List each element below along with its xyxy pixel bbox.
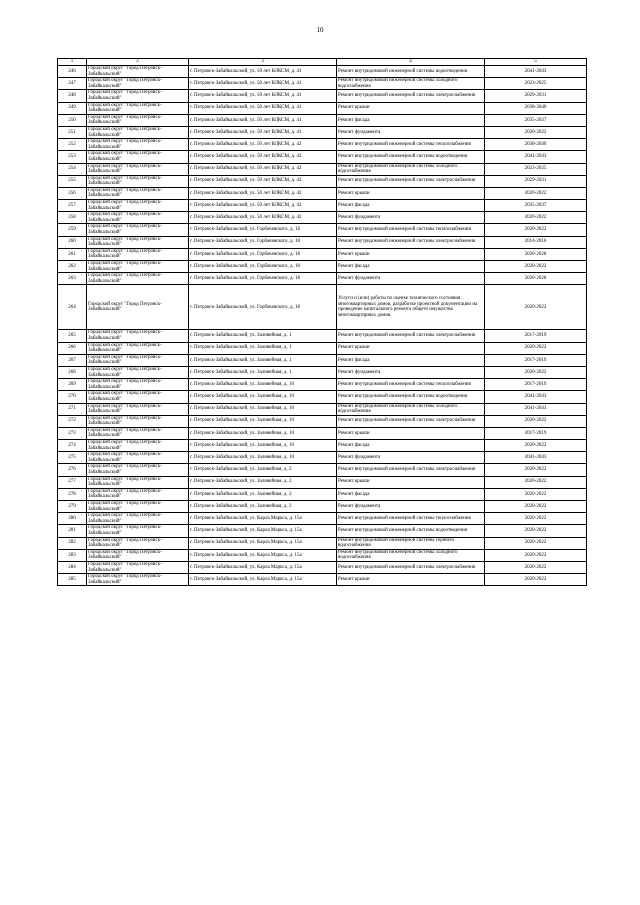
row-number-cell: 285	[58, 574, 87, 586]
work-type-cell: Ремонт внутридомовой инженерной системы водоотведения	[337, 66, 485, 78]
address-cell: г. Петровск-Забайкальский, ул. Заливейная, д. 1	[189, 366, 337, 378]
period-cell: 2020-2022	[485, 513, 587, 525]
period-cell: 2020-2022	[485, 415, 587, 427]
work-type-cell: Ремонт внутридомовой инженерной системы холодного водоснабжения	[337, 78, 485, 90]
row-number-cell: 263	[58, 273, 87, 285]
address-cell: г. Петровск-Забайкальский, ул. Заливейная, д. 10	[189, 440, 337, 452]
owner-cell: Городской округ "Город Петровск-Забайкальский"	[87, 415, 189, 427]
row-number-cell: 281	[58, 525, 87, 537]
owner-cell: Городской округ "Город Петровск-Забайкальский"	[87, 151, 189, 163]
row-number-cell: 246	[58, 66, 87, 78]
table-row	[58, 224, 587, 236]
address-cell: г. Петровск-Забайкальский, ул. Карла Маркса, д. 15а	[189, 549, 337, 561]
work-type-cell: Ремонт фасада	[337, 354, 485, 366]
period-cell: 2020-2022	[485, 501, 587, 513]
table-row	[58, 452, 587, 464]
work-type-cell: Ремонт внутридомовой инженерной системы электроснабжения	[337, 236, 485, 248]
address-cell: г. Петровск-Забайкальский, ул. Заливейная, д. 1	[189, 330, 337, 342]
work-type-cell: Ремонт крыши	[337, 342, 485, 354]
row-number-cell: 282	[58, 537, 87, 549]
work-type-cell: Ремонт внутридомовой инженерной системы электроснабжения	[337, 415, 485, 427]
table-row	[58, 476, 587, 488]
period-cell: 2041-2043	[485, 452, 587, 464]
table-row	[58, 366, 587, 378]
work-type-cell: Ремонт крыши	[337, 187, 485, 199]
work-type-cell: Ремонт крыши	[337, 574, 485, 586]
row-number-cell: 267	[58, 354, 87, 366]
work-type-cell: Ремонт фундамента	[337, 452, 485, 464]
owner-cell: Городской округ "Город Петровск-Забайкальский"	[87, 391, 189, 403]
capital-repair-table	[57, 58, 587, 586]
work-type-cell: Ремонт внутридомовой инженерной системы теплоснабжения	[337, 513, 485, 525]
row-number-cell: 269	[58, 379, 87, 391]
address-cell: г. Петровск-Забайкальский, ул. Горбачевского, д. 18	[189, 261, 337, 273]
row-number-cell: 254	[58, 163, 87, 175]
address-cell: г. Петровск-Забайкальский, ул. Горбачевского, д. 18	[189, 236, 337, 248]
table-row	[58, 102, 587, 114]
work-type-cell: Услуги и (или) работы по оценке технического состояния многоквартирных домов, разработке проектной документации на проведение капитального ремонта общего имущества многоквартирных домов	[337, 285, 485, 330]
owner-cell: Городской округ "Город Петровск-Забайкальский"	[87, 139, 189, 151]
period-cell: 2035-2037	[485, 114, 587, 126]
owner-cell: Городской округ "Город Петровск-Забайкальский"	[87, 476, 189, 488]
row-number-cell: 250	[58, 114, 87, 126]
period-cell: 2020-2022	[485, 224, 587, 236]
table-row	[58, 236, 587, 248]
header-col-1: 1	[58, 59, 87, 66]
owner-cell: Городской округ "Город Петровск-Забайкальский"	[87, 102, 189, 114]
address-cell: г. Петровск-Забайкальский, ул. 50 лет ВЛКСМ, д. 41	[189, 102, 337, 114]
header-col-5: 5	[485, 59, 587, 66]
owner-cell: Городской округ "Город Петровск-Забайкальский"	[87, 464, 189, 476]
table-row	[58, 163, 587, 175]
address-cell: г. Петровск-Забайкальский, ул. Горбачевского, д. 18	[189, 248, 337, 260]
period-cell: 2020-2022	[485, 549, 587, 561]
row-number-cell: 253	[58, 151, 87, 163]
row-number-cell: 261	[58, 248, 87, 260]
work-type-cell: Ремонт фундамента	[337, 501, 485, 513]
period-cell: 2017-2019	[485, 354, 587, 366]
period-cell: 2020-2022	[485, 574, 587, 586]
work-type-cell: Ремонт фасада	[337, 114, 485, 126]
row-number-cell: 279	[58, 501, 87, 513]
address-cell: г. Петровск-Забайкальский, ул. 50 лет ВЛКСМ, д. 42	[189, 200, 337, 212]
owner-cell: Городской округ "Город Петровск-Забайкальский"	[87, 200, 189, 212]
table-row	[58, 175, 587, 187]
address-cell: г. Петровск-Забайкальский, ул. 50 лет ВЛКСМ, д. 41	[189, 78, 337, 90]
owner-cell: Городской округ "Город Петровск-Забайкальский"	[87, 224, 189, 236]
period-cell: 2020-2022	[485, 440, 587, 452]
period-cell: 2038-2040	[485, 102, 587, 114]
table-row	[58, 391, 587, 403]
address-cell: г. Петровск-Забайкальский, ул. Горбачевского, д. 18	[189, 285, 337, 330]
work-type-cell: Ремонт крыши	[337, 427, 485, 439]
address-cell: г. Петровск-Забайкальский, ул. Карла Маркса, д. 15а	[189, 561, 337, 573]
address-cell: г. Петровск-Забайкальский, ул. 50 лет ВЛКСМ, д. 42	[189, 139, 337, 151]
table-row	[58, 525, 587, 537]
period-cell: 2020-2022	[485, 342, 587, 354]
owner-cell: Городской округ "Город Петровск-Забайкальский"	[87, 114, 189, 126]
table-row	[58, 139, 587, 151]
table-row	[58, 561, 587, 573]
table-row	[58, 513, 587, 525]
owner-cell: Городской округ "Город Петровск-Забайкальский"	[87, 488, 189, 500]
owner-cell: Городской округ "Город Петровск-Забайкальский"	[87, 574, 189, 586]
address-cell: г. Петровск-Забайкальский, ул. 50 лет ВЛКСМ, д. 42	[189, 187, 337, 199]
owner-cell: Городской округ "Город Петровск-Забайкальский"	[87, 427, 189, 439]
header-row	[58, 59, 587, 66]
table-row	[58, 537, 587, 549]
row-number-cell: 262	[58, 261, 87, 273]
period-cell: 2020-2022	[485, 366, 587, 378]
work-type-cell: Ремонт внутридомовой инженерной системы холодного водоснабжения	[337, 549, 485, 561]
owner-cell: Городской округ "Город Петровск-Забайкальский"	[87, 212, 189, 224]
row-number-cell: 284	[58, 561, 87, 573]
owner-cell: Городской округ "Город Петровск-Забайкальский"	[87, 187, 189, 199]
header-col-2: 2	[87, 59, 189, 66]
address-cell: г. Петровск-Забайкальский, ул. Горбачевского, д. 18	[189, 224, 337, 236]
work-type-cell: Ремонт внутридомовой инженерной системы водоотведения	[337, 151, 485, 163]
period-cell: 2029-2031	[485, 90, 587, 102]
table-header	[58, 59, 587, 66]
address-cell: г. Петровск-Забайкальский, ул. 50 лет ВЛКСМ, д. 41	[189, 90, 337, 102]
period-cell: 2020-2022	[485, 285, 587, 330]
period-cell: 2026-2028	[485, 248, 587, 260]
row-number-cell: 278	[58, 488, 87, 500]
address-cell: г. Петровск-Забайкальский, ул. 50 лет ВЛКСМ, д. 42	[189, 151, 337, 163]
period-cell: 2023-2025	[485, 163, 587, 175]
row-number-cell: 277	[58, 476, 87, 488]
row-number-cell: 280	[58, 513, 87, 525]
table-row	[58, 248, 587, 260]
table-row	[58, 187, 587, 199]
page-number: 10	[316, 26, 324, 34]
address-cell: г. Петровск-Забайкальский, ул. 50 лет ВЛКСМ, д. 41	[189, 114, 337, 126]
owner-cell: Городской округ "Город Петровск-Забайкальский"	[87, 342, 189, 354]
row-number-cell: 275	[58, 452, 87, 464]
address-cell: г. Петровск-Забайкальский, ул. Заливейная, д. 2	[189, 501, 337, 513]
period-cell: 2026-2028	[485, 273, 587, 285]
table-row	[58, 330, 587, 342]
period-cell: 2017-2019	[485, 330, 587, 342]
work-type-cell: Ремонт крыши	[337, 102, 485, 114]
address-cell: г. Петровск-Забайкальский, ул. Заливейная, д. 2	[189, 464, 337, 476]
owner-cell: Городской округ "Город Петровск-Забайкальский"	[87, 163, 189, 175]
owner-cell: Городской округ "Город Петровск-Забайкальский"	[87, 366, 189, 378]
row-number-cell: 273	[58, 427, 87, 439]
period-cell: 2029-2031	[485, 175, 587, 187]
owner-cell: Городской округ "Город Петровск-Забайкальский"	[87, 90, 189, 102]
address-cell: г. Петровск-Забайкальский, ул. Карла Маркса, д. 15а	[189, 525, 337, 537]
table-row	[58, 66, 587, 78]
work-type-cell: Ремонт внутридомовой инженерной системы холодного водоснабжения	[337, 163, 485, 175]
work-type-cell: Ремонт фундамента	[337, 212, 485, 224]
address-cell: г. Петровск-Забайкальский, ул. Заливейная, д. 10	[189, 403, 337, 415]
table-row	[58, 261, 587, 273]
work-type-cell: Ремонт внутридомовой инженерной системы электроснабжения	[337, 90, 485, 102]
owner-cell: Городской округ "Город Петровск-Забайкальский"	[87, 525, 189, 537]
row-number-cell: 268	[58, 366, 87, 378]
owner-cell: Городской округ "Город Петровск-Забайкальский"	[87, 261, 189, 273]
period-cell: 2038-2040	[485, 139, 587, 151]
table-row	[58, 427, 587, 439]
owner-cell: Городской округ "Город Петровск-Забайкальский"	[87, 561, 189, 573]
header-col-3: 3	[189, 59, 337, 66]
owner-cell: Городской округ "Город Петровск-Забайкальский"	[87, 440, 189, 452]
work-type-cell: Ремонт крыши	[337, 248, 485, 260]
table-row	[58, 78, 587, 90]
table-body	[58, 66, 587, 586]
row-number-cell: 271	[58, 403, 87, 415]
table-row	[58, 488, 587, 500]
work-type-cell: Ремонт внутридомовой инженерной системы теплоснабжения	[337, 139, 485, 151]
period-cell: 2041-2043	[485, 151, 587, 163]
row-number-cell: 270	[58, 391, 87, 403]
work-type-cell: Ремонт внутридомовой инженерной системы водоотведения	[337, 391, 485, 403]
address-cell: г. Петровск-Забайкальский, ул. Карла Маркса, д. 15а	[189, 537, 337, 549]
owner-cell: Городской округ "Город Петровск-Забайкальский"	[87, 379, 189, 391]
owner-cell: Городской округ "Город Петровск-Забайкальский"	[87, 273, 189, 285]
period-cell: 2023-2025	[485, 78, 587, 90]
period-cell: 2014-2016	[485, 236, 587, 248]
address-cell: г. Петровск-Забайкальский, ул. Карла Маркса, д. 15а	[189, 513, 337, 525]
row-number-cell: 266	[58, 342, 87, 354]
address-cell: г. Петровск-Забайкальский, ул. Заливейная, д. 2	[189, 476, 337, 488]
work-type-cell: Ремонт внутридомовой инженерной системы электроснабжения	[337, 464, 485, 476]
period-cell: 2020-2022	[485, 464, 587, 476]
address-cell: г. Петровск-Забайкальский, ул. Заливейная, д. 10	[189, 415, 337, 427]
work-type-cell: Ремонт внутридомовой инженерной системы теплоснабжения	[337, 379, 485, 391]
row-number-cell: 258	[58, 212, 87, 224]
table-row	[58, 415, 587, 427]
owner-cell: Городской округ "Город Петровск-Забайкальский"	[87, 501, 189, 513]
period-cell: 2020-2022	[485, 476, 587, 488]
work-type-cell: Ремонт фундамента	[337, 366, 485, 378]
row-number-cell: 276	[58, 464, 87, 476]
owner-cell: Городской округ "Город Петровск-Забайкальский"	[87, 175, 189, 187]
header-col-4: 4	[337, 59, 485, 66]
table-row	[58, 574, 587, 586]
table-row	[58, 114, 587, 126]
work-type-cell: Ремонт фасада	[337, 488, 485, 500]
address-cell: г. Петровск-Забайкальский, ул. 50 лет ВЛКСМ, д. 42	[189, 163, 337, 175]
address-cell: г. Петровск-Забайкальский, ул. 50 лет ВЛКСМ, д. 42	[189, 212, 337, 224]
table-row	[58, 501, 587, 513]
table-row	[58, 273, 587, 285]
row-number-cell: 274	[58, 440, 87, 452]
period-cell: 2041-2043	[485, 391, 587, 403]
owner-cell: Городской округ "Город Петровск-Забайкальский"	[87, 78, 189, 90]
work-type-cell: Ремонт внутридомовой инженерной системы электроснабжения	[337, 561, 485, 573]
table-row	[58, 549, 587, 561]
table-row	[58, 285, 587, 330]
work-type-cell: Ремонт фундамента	[337, 273, 485, 285]
period-cell: 2020-2022	[485, 488, 587, 500]
owner-cell: Городской округ "Город Петровск-Забайкальский"	[87, 452, 189, 464]
period-cell: 2017-2019	[485, 379, 587, 391]
work-type-cell: Ремонт фундамента	[337, 126, 485, 138]
table-row	[58, 200, 587, 212]
address-cell: г. Петровск-Забайкальский, ул. 50 лет ВЛКСМ, д. 42	[189, 175, 337, 187]
table-row	[58, 464, 587, 476]
work-type-cell: Ремонт фасада	[337, 261, 485, 273]
row-number-cell: 272	[58, 415, 87, 427]
period-cell: 2020-2022	[485, 261, 587, 273]
row-number-cell: 252	[58, 139, 87, 151]
table-row	[58, 403, 587, 415]
period-cell: 2020-2022	[485, 561, 587, 573]
row-number-cell: 249	[58, 102, 87, 114]
owner-cell: Городской округ "Город Петровск-Забайкальский"	[87, 549, 189, 561]
period-cell: 2041-2043	[485, 66, 587, 78]
address-cell: г. Петровск-Забайкальский, ул. Заливейная, д. 10	[189, 391, 337, 403]
table-row	[58, 440, 587, 452]
owner-cell: Городской округ "Город Петровск-Забайкальский"	[87, 537, 189, 549]
work-type-cell: Ремонт внутридомовой инженерной системы теплоснабжения	[337, 224, 485, 236]
period-cell: 2020-2022	[485, 525, 587, 537]
address-cell: г. Петровск-Забайкальский, ул. Заливейная, д. 1	[189, 342, 337, 354]
owner-cell: Городской округ "Город Петровск-Забайкальский"	[87, 66, 189, 78]
table-row	[58, 151, 587, 163]
owner-cell: Городской округ "Город Петровск-Забайкальский"	[87, 330, 189, 342]
table-row	[58, 126, 587, 138]
owner-cell: Городской округ "Город Петровск-Забайкальский"	[87, 354, 189, 366]
row-number-cell: 247	[58, 78, 87, 90]
owner-cell: Городской округ "Город Петровск-Забайкальский"	[87, 513, 189, 525]
table-row	[58, 354, 587, 366]
address-cell: г. Петровск-Забайкальский, ул. Заливейная, д. 2	[189, 488, 337, 500]
work-type-cell: Ремонт фасада	[337, 200, 485, 212]
period-cell: 2035-2037	[485, 200, 587, 212]
owner-cell: Городской округ "Город Петровск-Забайкальский"	[87, 126, 189, 138]
work-type-cell: Ремонт крыши	[337, 476, 485, 488]
period-cell: 2020-2022	[485, 187, 587, 199]
owner-cell: Городской округ "Город Петровск-Забайкальский"	[87, 285, 189, 330]
period-cell: 2020-2022	[485, 126, 587, 138]
row-number-cell: 259	[58, 224, 87, 236]
table-row	[58, 342, 587, 354]
row-number-cell: 264	[58, 285, 87, 330]
period-cell: 2041-2043	[485, 403, 587, 415]
row-number-cell: 257	[58, 200, 87, 212]
work-type-cell: Ремонт внутридомовой инженерной системы горячего водоснабжения	[337, 537, 485, 549]
row-number-cell: 265	[58, 330, 87, 342]
address-cell: г. Петровск-Забайкальский, ул. Заливейная, д. 1	[189, 354, 337, 366]
row-number-cell: 260	[58, 236, 87, 248]
work-type-cell: Ремонт внутридомовой инженерной системы холодного водоснабжения	[337, 403, 485, 415]
work-type-cell: Ремонт фасада	[337, 440, 485, 452]
work-type-cell: Ремонт внутридомовой инженерной системы водоотведения	[337, 525, 485, 537]
address-cell: г. Петровск-Забайкальский, ул. Карла Маркса, д. 15а	[189, 574, 337, 586]
table-row	[58, 379, 587, 391]
period-cell: 2017-2019	[485, 427, 587, 439]
work-type-cell: Ремонт внутридомовой инженерной системы электроснабжения	[337, 330, 485, 342]
table-row	[58, 212, 587, 224]
owner-cell: Городской округ "Город Петровск-Забайкальский"	[87, 248, 189, 260]
period-cell: 2020-2022	[485, 537, 587, 549]
row-number-cell: 255	[58, 175, 87, 187]
work-type-cell: Ремонт внутридомовой инженерной системы электроснабжения	[337, 175, 485, 187]
table-row	[58, 90, 587, 102]
address-cell: г. Петровск-Забайкальский, ул. Заливейная, д. 10	[189, 452, 337, 464]
row-number-cell: 256	[58, 187, 87, 199]
address-cell: г. Петровск-Забайкальский, ул. 50 лет ВЛКСМ, д. 41	[189, 126, 337, 138]
row-number-cell: 283	[58, 549, 87, 561]
owner-cell: Городской округ "Город Петровск-Забайкальский"	[87, 403, 189, 415]
owner-cell: Городской округ "Город Петровск-Забайкальский"	[87, 236, 189, 248]
period-cell: 2020-2022	[485, 212, 587, 224]
address-cell: г. Петровск-Забайкальский, ул. 50 лет ВЛКСМ, д. 41	[189, 66, 337, 78]
address-cell: г. Петровск-Забайкальский, ул. Заливейная, д. 10	[189, 427, 337, 439]
address-cell: г. Петровск-Забайкальский, ул. Заливейная, д. 10	[189, 379, 337, 391]
address-cell: г. Петровск-Забайкальский, ул. Горбачевского, д. 18	[189, 273, 337, 285]
row-number-cell: 251	[58, 126, 87, 138]
row-number-cell: 248	[58, 90, 87, 102]
